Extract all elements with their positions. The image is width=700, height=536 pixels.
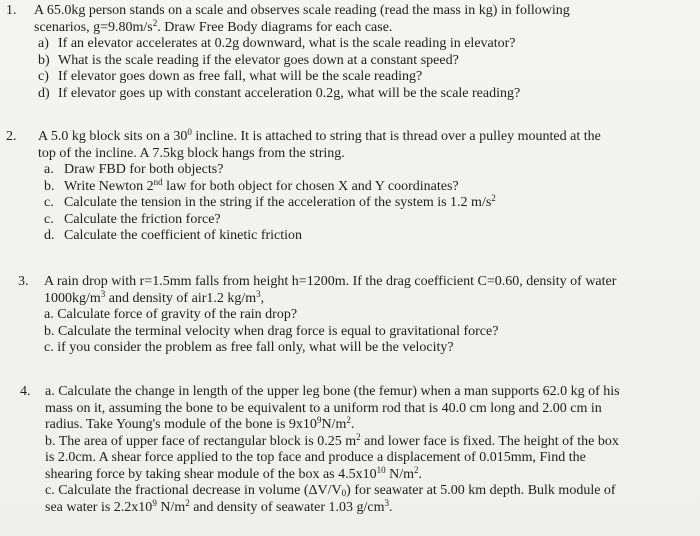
question-4-a-line-2: mass on it, assuming the bone to be equivalent to a uniform rod that is 40.0 cm long and 2.00 cm in: [45, 400, 602, 416]
question-4-c-line-1: c. Calculate the fractional decrease in volume $(\Delta V/V_0)$ for seawater at 5.00 km depth. Bulk module of: [45, 483, 616, 498]
question-4-b-line-1: b. The area of upper face of rectangular block is 0.25 $m^2$ and lower face is fixed. The height of the box: [45, 431, 619, 449]
question-2-item-c-friction: c. Calculate the friction force?: [44, 211, 221, 227]
question-3-item-a: a. Calculate force of gravity of the rain drop?: [44, 307, 298, 322]
question-2-number: 2.: [6, 129, 17, 144]
question-2-item-a: a. Draw FBD for both objects?: [44, 162, 224, 177]
question-4-b-line-3: shearing force by taking shear module of the box as $4.5x10^{10}$ $N/m^2$.: [45, 464, 423, 482]
question-4-a-line-3: radius. Take Young's module of the bone is $9x10^9N/m^2$.: [45, 415, 355, 432]
question-1-item-c: c) If elevator goes down as free fall, what will be the scale reading?: [38, 69, 423, 84]
question-1-item-b: b) What is the scale reading if the elevator goes down at a constant speed?: [38, 52, 459, 68]
question-1-item-a: a) If an elevator accelerates at 0.2g downward, what is the scale reading in elevator?: [38, 36, 516, 51]
question-4-a-line-1: a. Calculate the change in length of the upper leg bone (the femur) when a man supports 62.0 kg of his: [45, 384, 620, 399]
question-2-line-1: A 5.0 kg block sits on a $30^0$ incline. It is attached to string that is thread over a pulley mounted at the: [38, 127, 601, 144]
question-3-line-2: $1000kg/m^3$ and density of air1.2 $kg/m^3$,: [44, 288, 265, 306]
question-2-line-2: top of the incline. A 7.5kg block hangs from the string.: [38, 145, 345, 161]
question-3-item-b: b. Calculate the terminal velocity when drag force is equal to gravitational force?: [44, 323, 499, 339]
question-2-item-d: d. Calculate the coefficient of kinetic friction: [44, 228, 303, 243]
question-3-number: 3.: [18, 274, 29, 289]
question-2-item-b: b. Write Newton 2nd law for both object for chosen X and Y coordinates?: [44, 176, 459, 194]
question-3-line-1: A rain drop with r=1.5mm falls from height h=1200m. If the drag coefficient C=0.60, density of water: [44, 274, 617, 289]
question-4-b-line-2: is 2.0cm. A shear force applied to the top face and produce a displacement of 0.015mm, Find the: [45, 450, 586, 465]
question-1-line-1: A 65.0kg person stands on a scale and observes scale reading (read the mass in kg) in following: [34, 3, 570, 18]
question-2-item-c-tension: c. Calculate the tension in the string if the acceleration of the system is 1.2 $m/s^2$: [44, 193, 496, 210]
question-1-item-d: d) If elevator goes up with constant acceleration 0.2g, what will be the scale reading?: [38, 85, 521, 101]
question-1-line-2: scenarios, $g=9.80m/s^2$. Draw Free Body diagrams for each case.: [34, 17, 393, 35]
question-3-item-c: c. if you consider the problem as free fall only, what will be the velocity?: [44, 340, 454, 355]
question-1-number: 1.: [6, 3, 17, 18]
question-4-number: 4.: [20, 384, 31, 399]
question-4-c-line-2: sea water is $2.2x10^9$ $N/m^2$ and density of seawater 1.03 $g/cm^3$.: [45, 497, 393, 515]
